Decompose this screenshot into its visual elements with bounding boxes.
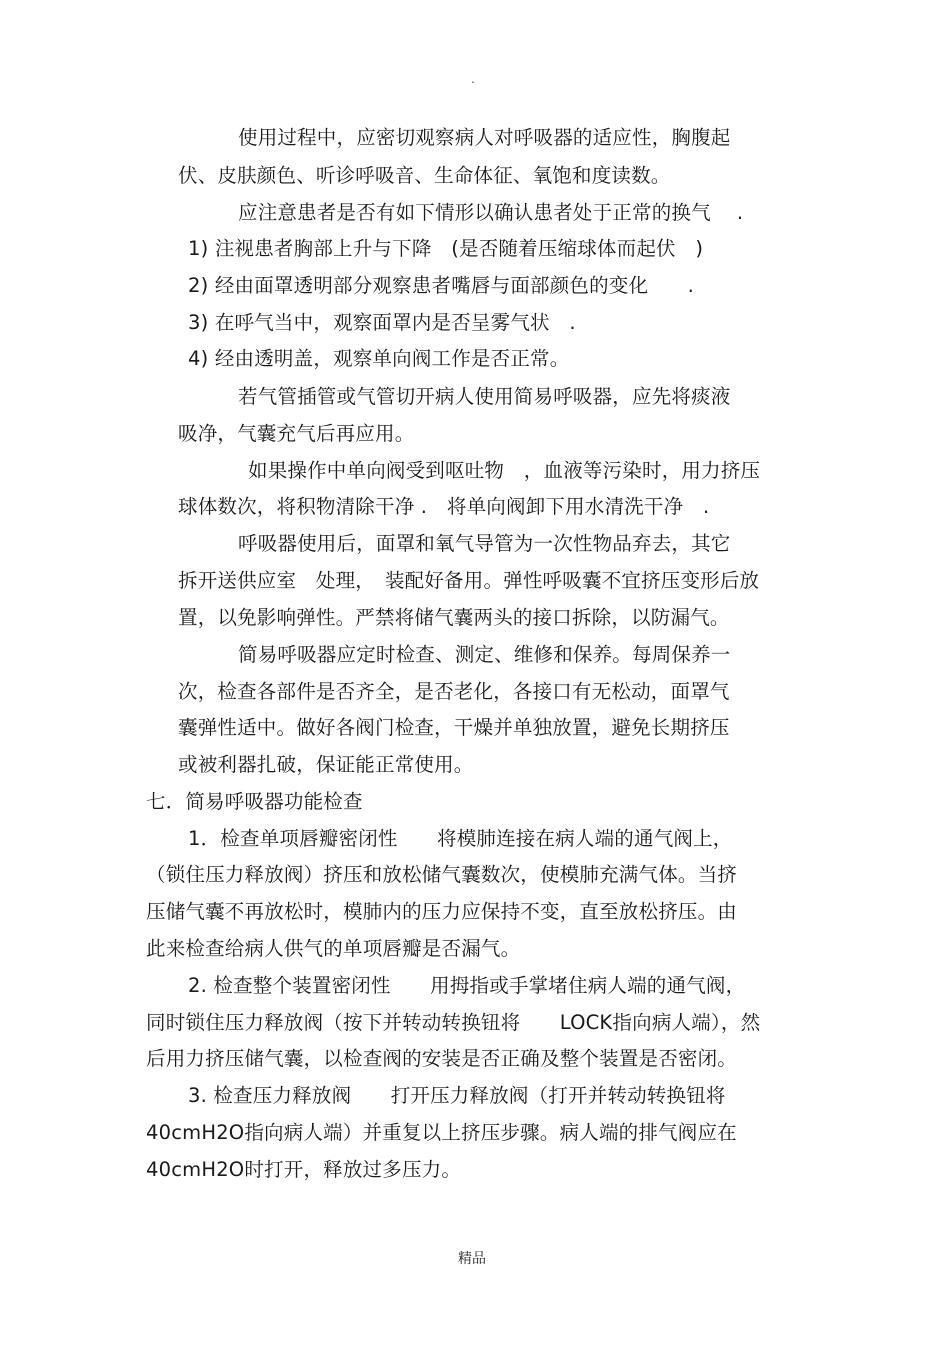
header-mark: . bbox=[471, 72, 475, 86]
text-line: 此来检查给病人供气的单项唇瓣是否漏气。 bbox=[146, 937, 521, 960]
text-line: 若气管插管或气管切开病人使用简易呼吸器，应先将痰液 bbox=[238, 385, 731, 408]
text-line: 3) 在呼气当中，观察面罩内是否呈雾气状 . bbox=[188, 311, 576, 334]
text-line: 3. 检查压力释放阀 打开压力释放阀（打开并转动转换钮将 bbox=[188, 1084, 726, 1107]
text-line: （锁住压力释放阀）挤压和放松储气囊数次，使模肺充满气体。当挤 bbox=[146, 863, 738, 886]
text-line: 或被利器扎破，保证能正常使用。 bbox=[178, 753, 474, 776]
text-line: 后用力挤压储气囊，以检查阀的安装是否正确及整个装置是否密闭。 bbox=[146, 1047, 738, 1070]
text-line: 应注意患者是否有如下情形以确认患者处于正常的换气 . bbox=[238, 201, 744, 224]
text-line: 4) 经由透明盖，观察单向阀工作是否正常。 bbox=[188, 347, 570, 370]
text-line: 2) 经由面罩透明部分观察患者嘴唇与面部颜色的变化 . bbox=[188, 274, 695, 297]
text-line: 囊弹性适中。做好各阀门检查，干燥并单独放置，避免长期挤压 bbox=[178, 716, 730, 739]
text-line: 同时锁住压力释放阀（按下并转动转换钮将 LOCK指向病人端），然 bbox=[146, 1011, 761, 1034]
text-line: 1．检查单项唇瓣密闭性 将模肺连接在病人端的通气阀上， bbox=[188, 827, 733, 850]
text-line: 40cmH2O时打开，释放过多压力。 bbox=[146, 1158, 462, 1181]
text-line: 伏、皮肤颜色、听诊呼吸音、生命体征、氧饱和度读数。 bbox=[178, 164, 671, 187]
page-footer: 精品 bbox=[458, 1251, 486, 1267]
text-line: 置，以免影响弹性。严禁将储气囊两头的接口拆除，以防漏气。 bbox=[178, 606, 730, 629]
text-line: 吸净，气囊充气后再应用。 bbox=[178, 422, 415, 445]
text-line: 拆开送供应室 处理， 装配好备用。弹性呼吸囊不宜挤压变形后放 bbox=[178, 569, 760, 592]
text-line: 次，检查各部件是否齐全，是否老化，各接口有无松动，面罩气 bbox=[178, 680, 730, 703]
text-line: 压储气囊不再放松时，模肺内的压力应保持不变，直至放松挤压。由 bbox=[146, 900, 738, 923]
text-line: 2. 检查整个装置密闭性 用拇指或手掌堵住病人端的通气阀， bbox=[188, 974, 746, 997]
text-line: 球体数次，将积物清除干净 . 将单向阀卸下用水清洗干净 . bbox=[178, 495, 710, 518]
text-line: 1) 注视患者胸部上升与下降 (是否随着压缩球体而起伏 ) bbox=[188, 237, 704, 260]
text-line: 简易呼吸器应定时检查、测定、维修和保养。每周保养一 bbox=[238, 643, 731, 666]
section-heading: 七．简易呼吸器功能检查 bbox=[146, 790, 363, 813]
text-line: 如果操作中单向阀受到呕吐物 ，血液等污染时，用力挤压 bbox=[248, 459, 761, 482]
text-line: 呼吸器使用后，面罩和氧气导管为一次性物品弃去，其它 bbox=[238, 532, 731, 555]
text-line: 40cmH2O指向病人端）并重复以上挤压步骤。病人端的排气阀应在 bbox=[146, 1121, 737, 1144]
text-line: 使用过程中，应密切观察病人对呼吸器的适应性，胸腹起 bbox=[238, 126, 731, 149]
